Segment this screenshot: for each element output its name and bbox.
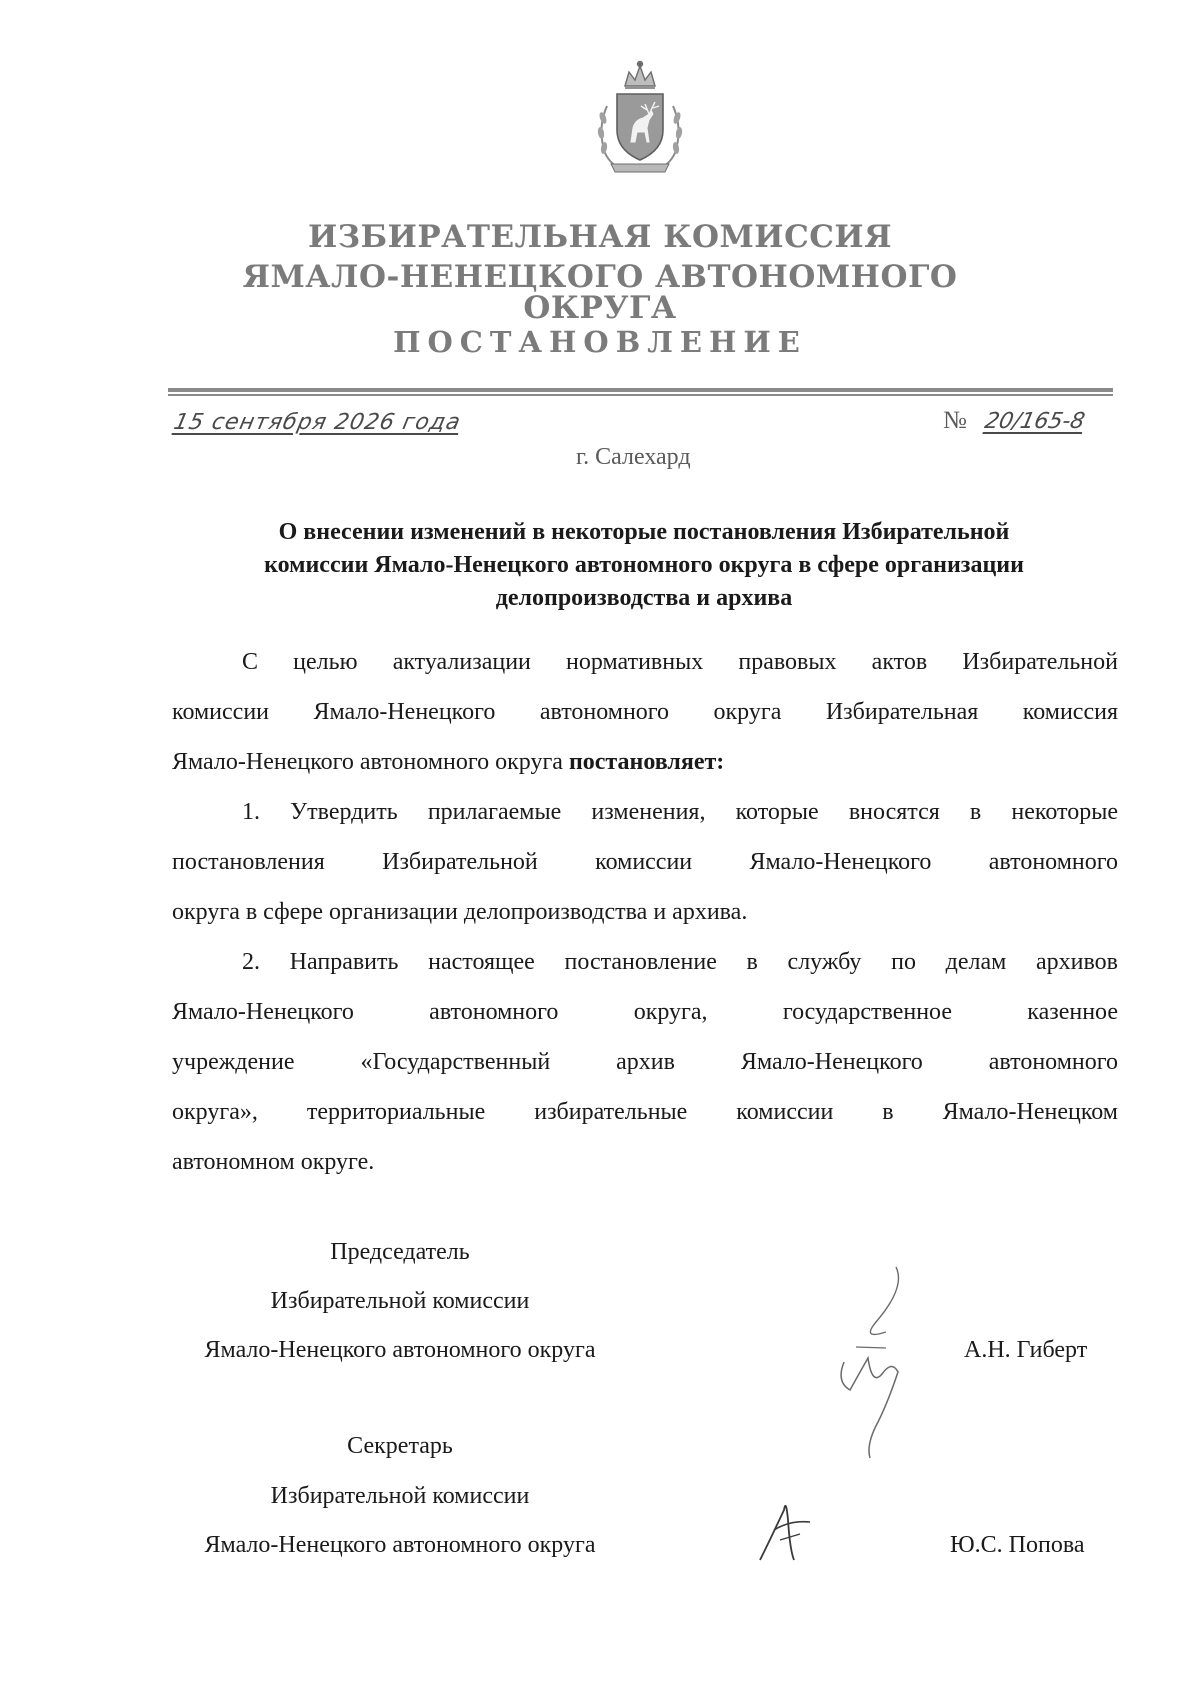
handwritten-document-number: 20/165-8 xyxy=(982,409,1088,434)
chair-signature xyxy=(816,1262,936,1462)
handwritten-date: 15 сентября 2026 года xyxy=(171,410,464,435)
paragraph-line: округа в сфере организации делопроизводства и архива. xyxy=(172,899,748,925)
chair-title-line1: Председатель xyxy=(330,1239,470,1265)
secretary-title-line1: Секретарь xyxy=(347,1433,453,1459)
number-label: № xyxy=(943,407,967,434)
city-name: г. Салехард xyxy=(576,444,691,470)
organization-name-line1: ИЗБИРАТЕЛЬНАЯ КОМИССИЯ xyxy=(307,219,893,255)
title-line: комиссии Ямало-Ненецкого автономного округа в сфере организации xyxy=(264,552,1024,578)
paragraph-line: комиссии Ямало-Ненецкого автономного округа Избирательная комиссия xyxy=(172,699,1118,725)
resolution-item-2 xyxy=(172,937,1118,1187)
document-title xyxy=(180,516,1108,615)
preamble-paragraph xyxy=(172,637,1118,787)
chair-title-line3: Ямало-Ненецкого автономного округа xyxy=(204,1337,596,1363)
title-line: делопроизводства и архива xyxy=(495,585,793,611)
secretary-name: Ю.С. Попова xyxy=(950,1532,1085,1558)
resolution-item-1 xyxy=(172,787,1118,937)
chair-name: А.Н. Гиберт xyxy=(964,1337,1088,1363)
resolution-keyword: постановляет: xyxy=(568,749,725,775)
paragraph-line: постановления Избирательной комиссии Ямало-Ненецкого автономного xyxy=(172,849,1118,875)
chair-title-line2: Избирательной комиссии xyxy=(270,1288,530,1314)
paragraph-line: округа», территориальные избирательные комиссии в Ямало-Ненецком xyxy=(172,1099,1118,1125)
yamal-coat-of-arms-icon xyxy=(585,58,695,178)
paragraph-line: учреждение «Государственный архив Ямало-Ненецкого автономного xyxy=(172,1049,1118,1075)
title-line: О внесении изменений в некоторые постановления Избирательной xyxy=(278,519,1010,545)
organization-name-line2: ЯМАЛО-НЕНЕЦКОГО АВТОНОМНОГО ОКРУГА xyxy=(242,259,958,326)
secretary-signature xyxy=(750,1490,830,1570)
secretary-title-line3: Ямало-Ненецкого автономного округа xyxy=(204,1532,596,1558)
document-type: ПОСТАНОВЛЕНИЕ xyxy=(393,325,807,359)
secretary-title-line2: Избирательной комиссии xyxy=(270,1483,530,1509)
header-divider xyxy=(168,388,1113,397)
paragraph-text: Ямало-Ненецкого автономного округа xyxy=(172,749,569,775)
paragraph-line: С целью актуализации нормативных правовых актов Избирательной xyxy=(242,649,1118,675)
paragraph-line: Ямало-Ненецкого автономного округа, государственное казенное xyxy=(172,999,1118,1025)
paragraph-line: автономном округе. xyxy=(172,1149,375,1175)
paragraph-line: 1. Утвердить прилагаемые изменения, которые вносятся в некоторые xyxy=(242,799,1118,825)
paragraph-line xyxy=(172,737,1118,787)
paragraph-line: 2. Направить настоящее постановление в службу по делам архивов xyxy=(242,949,1118,975)
